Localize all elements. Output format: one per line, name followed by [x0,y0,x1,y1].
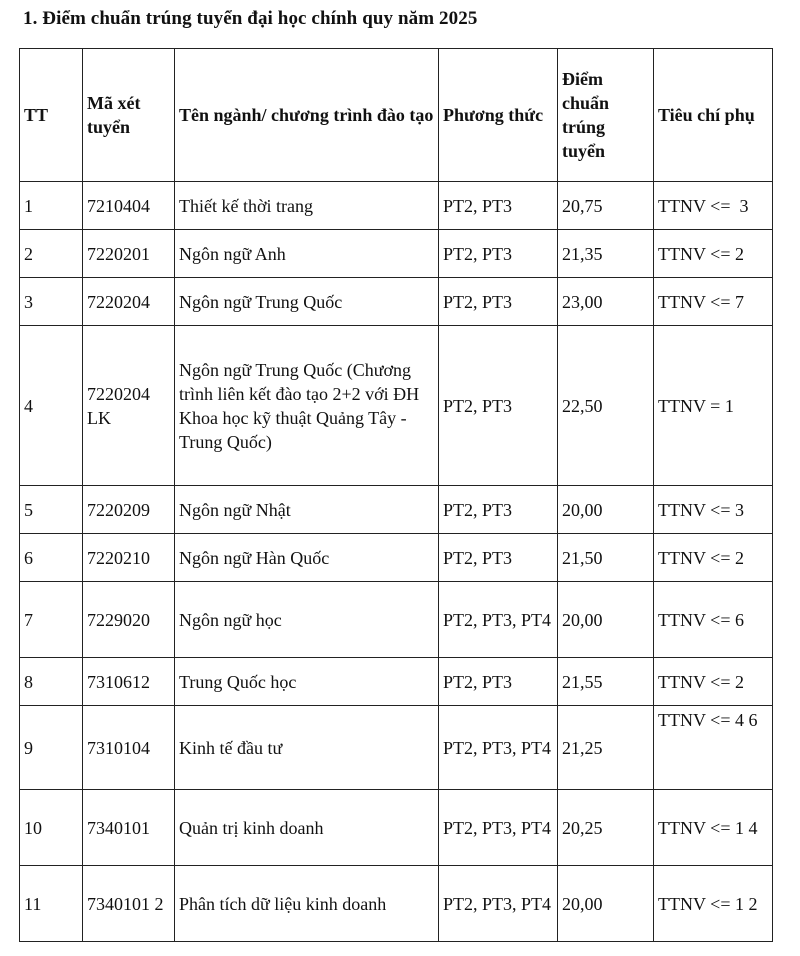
header-score: Điểm chuẩn trúng tuyển [558,49,654,182]
cell-code: 7340101 [83,790,175,866]
header-code: Mã xét tuyển [83,49,175,182]
cell-tt: 2 [20,230,83,278]
cell-method: PT2, PT3 [439,230,558,278]
table-row [20,582,773,658]
cell-criteria: TTNV <= 2 [654,534,773,582]
cell-tt: 7 [20,582,83,658]
table-row [20,706,773,790]
table-row [20,182,773,230]
cell-score: 21,50 [558,534,654,582]
cell-method: PT2, PT3, PT4 [439,866,558,942]
header-method: Phương thức [439,49,558,182]
cell-method: PT2, PT3, PT4 [439,706,558,790]
cell-score: 20,00 [558,866,654,942]
cell-code: 7310612 [83,658,175,706]
cell-method: PT2, PT3 [439,326,558,486]
cell-criteria: TTNV <= 3 [654,486,773,534]
table-row [20,866,773,942]
cell-code: 7340101 2 [83,866,175,942]
cell-tt: 5 [20,486,83,534]
cell-name: Ngôn ngữ Trung Quốc [175,278,439,326]
cell-tt: 3 [20,278,83,326]
cell-code: 7220204 LK [83,326,175,486]
cell-name: Ngôn ngữ Anh [175,230,439,278]
cell-code: 7220209 [83,486,175,534]
cell-tt: 8 [20,658,83,706]
cell-code: 7220204 [83,278,175,326]
cell-score: 20,00 [558,582,654,658]
cell-criteria: TTNV <= 3 [654,182,773,230]
cell-criteria: TTNV <= 4 6 [654,706,773,790]
cell-score: 21,35 [558,230,654,278]
cell-name: Ngôn ngữ Nhật [175,486,439,534]
cell-score: 20,00 [558,486,654,534]
cell-name: Thiết kế thời trang [175,182,439,230]
cell-criteria: TTNV <= 7 [654,278,773,326]
cell-method: PT2, PT3 [439,658,558,706]
cell-score: 20,25 [558,790,654,866]
table-row [20,790,773,866]
cell-tt: 10 [20,790,83,866]
cell-criteria: TTNV <= 6 [654,582,773,658]
cell-code: 7229020 [83,582,175,658]
header-tt: TT [20,49,83,182]
cell-score: 21,25 [558,706,654,790]
cell-score: 20,75 [558,182,654,230]
cell-name: Ngôn ngữ học [175,582,439,658]
cell-code: 7220201 [83,230,175,278]
cell-name: Quản trị kinh doanh [175,790,439,866]
table-header-row [20,49,773,182]
cell-method: PT2, PT3 [439,534,558,582]
cell-criteria: TTNV = 1 [654,326,773,486]
cell-code: 7210404 [83,182,175,230]
cell-score: 22,50 [558,326,654,486]
cell-criteria: TTNV <= 2 [654,658,773,706]
table-row [20,658,773,706]
cell-method: PT2, PT3 [439,486,558,534]
table-row [20,278,773,326]
cell-name: Ngôn ngữ Hàn Quốc [175,534,439,582]
cell-method: PT2, PT3 [439,278,558,326]
cell-criteria: TTNV <= 1 4 [654,790,773,866]
cell-score: 23,00 [558,278,654,326]
table-row [20,326,773,486]
admission-scores-table [19,48,773,942]
cell-method: PT2, PT3, PT4 [439,790,558,866]
cell-method: PT2, PT3 [439,182,558,230]
cell-name: Kinh tế đầu tư [175,706,439,790]
cell-code: 7220210 [83,534,175,582]
cell-tt: 1 [20,182,83,230]
cell-name: Phân tích dữ liệu kinh doanh [175,866,439,942]
header-name: Tên ngành/ chương trình đào tạo [175,49,439,182]
table-row [20,486,773,534]
cell-tt: 6 [20,534,83,582]
cell-tt: 11 [20,866,83,942]
cell-tt: 4 [20,326,83,486]
table-row [20,534,773,582]
cell-name: Ngôn ngữ Trung Quốc (Chương trình liên kết đào tạo 2+2 với ĐH Khoa học kỹ thuật Quảng Tây - Trung Quốc) [175,326,439,486]
cell-criteria: TTNV <= 2 [654,230,773,278]
cell-criteria: TTNV <= 1 2 [654,866,773,942]
cell-name: Trung Quốc học [175,658,439,706]
header-criteria: Tiêu chí phụ [654,49,773,182]
cell-method: PT2, PT3, PT4 [439,582,558,658]
page-title: 1. Điểm chuẩn trúng tuyển đại học chính quy năm 2025 [23,8,478,29]
cell-tt: 9 [20,706,83,790]
cell-code: 7310104 [83,706,175,790]
table-row [20,230,773,278]
cell-score: 21,55 [558,658,654,706]
